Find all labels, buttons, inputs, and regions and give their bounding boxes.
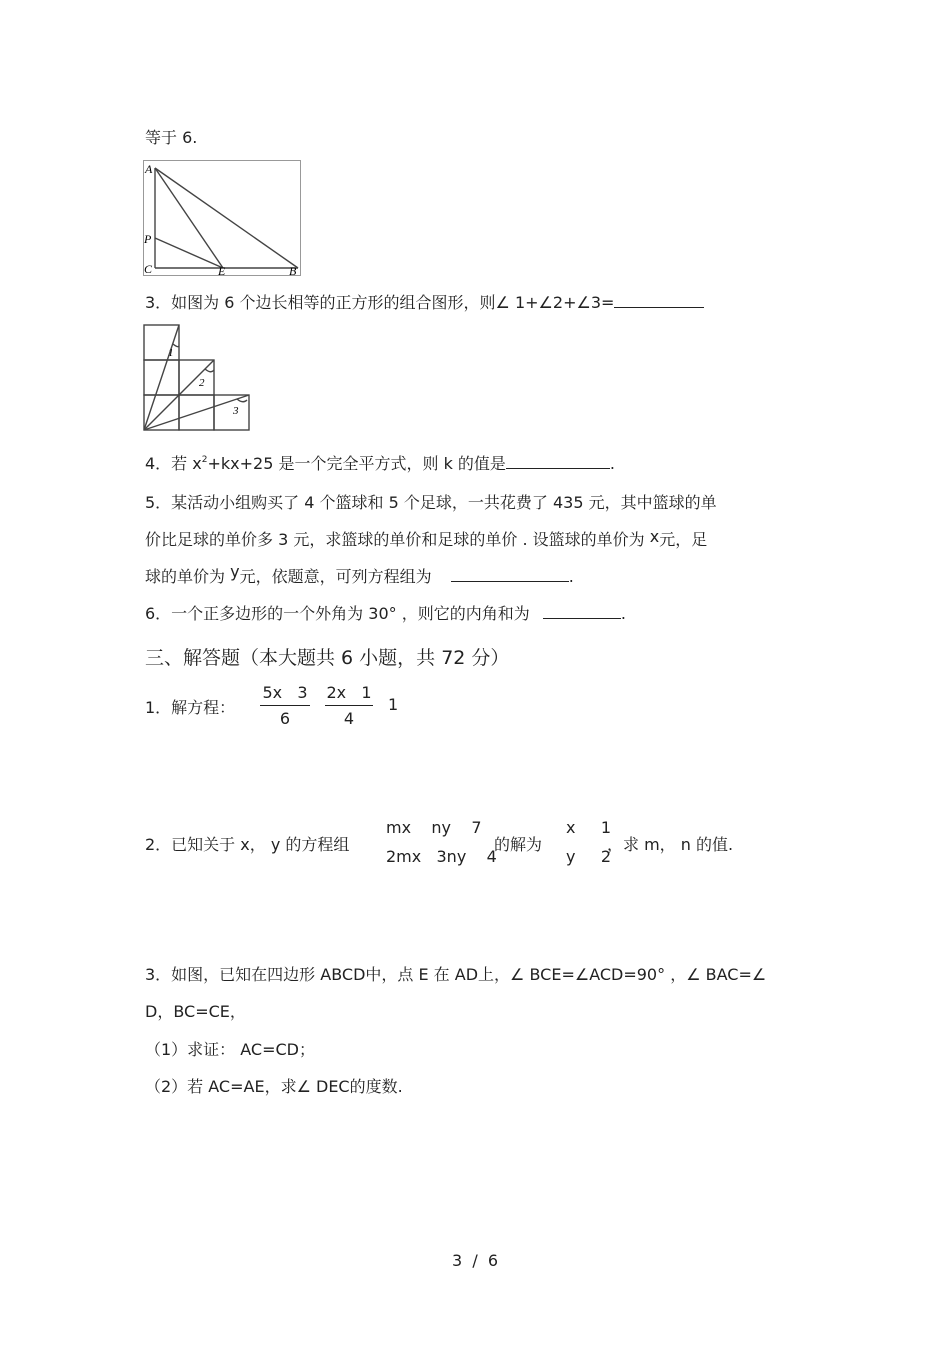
fraction-2-numerator: 2x 1 <box>326 683 372 702</box>
question-5-line3 <box>145 564 574 587</box>
solve-2-end: ，求 m， n 的值. <box>607 835 734 854</box>
squares-figure <box>143 324 253 434</box>
fraction-1-numerator: 5x 3 <box>262 683 308 702</box>
q4-post: +kx+25 是一个完全平方式，则 k 的值是 <box>207 454 506 473</box>
answer-blank <box>451 567 569 582</box>
fraction-1 <box>260 683 310 728</box>
question-3 <box>145 290 704 313</box>
label-a: A <box>145 162 153 176</box>
answer-blank <box>506 454 610 469</box>
solution-y: y 2 <box>566 847 612 866</box>
solve-1-label: 1．解方程： <box>145 698 236 717</box>
question-3-text: 3．如图为 6 个边长相等的正方形的组合图形，则∠ 1+∠2+∠3= <box>145 293 615 312</box>
q5-var-y: y <box>230 562 240 581</box>
q5-line3a: 球的单价为 <box>145 567 226 586</box>
q4-end: . <box>609 454 616 473</box>
q5-line2a: 价比足球的单价多 3 元，求篮球的单价和足球的单价 . 设篮球的单价为 <box>145 530 645 549</box>
top-line: 等于 6. <box>145 128 198 147</box>
solve-3-part1: （1）求证： AC=CD； <box>145 1040 316 1059</box>
system-eq1: mx ny 7 <box>386 818 482 837</box>
q5-end: . <box>568 567 574 586</box>
angle-3-label: 3 <box>233 405 239 417</box>
fraction-2 <box>325 683 373 728</box>
q6-text: 6．一个正多边形的一个外角为 30° ，则它的内角和为 <box>145 604 530 623</box>
answer-blank <box>614 293 704 308</box>
label-b: B <box>289 264 297 278</box>
system-eq2: 2mx 3ny 4 <box>386 847 497 866</box>
angle-1-label: 1 <box>168 347 174 359</box>
q4-pre: 4．若 x <box>145 454 202 473</box>
q5-line3b: 元，依题意，可列方程组为 <box>239 567 432 586</box>
question-6 <box>145 601 626 624</box>
solve-2-label: 2．已知关于 x， y 的方程组 <box>145 835 350 854</box>
fraction-1-denominator: 6 <box>279 709 291 728</box>
fraction-2-denominator: 4 <box>343 709 355 728</box>
label-c: C <box>144 262 153 276</box>
q6-end: . <box>620 604 626 623</box>
answer-blank <box>543 604 621 619</box>
label-p: P <box>144 232 152 246</box>
solve-3-part2: （2）若 AC=AE，求∠ DEC的度数. <box>145 1077 403 1096</box>
solve-3-line2: D，BC=CE， <box>145 1002 246 1021</box>
label-e: E <box>218 264 226 278</box>
angle-2-label: 2 <box>199 377 205 389</box>
solution-x: x 1 <box>566 818 612 837</box>
q5-line2b: 元，足 <box>659 530 708 549</box>
q5-var-x: x <box>649 527 660 546</box>
section-heading: 三、解答题（本大题共 6 小题，共 72 分） <box>145 647 510 669</box>
solve-3-line1: 3．如图，已知在四边形 ABCD中，点 E 在 AD上，∠ BCE=∠ACD=90° ，∠ BAC=∠ <box>145 965 767 984</box>
page-number: 3 / 6 <box>452 1251 499 1270</box>
q4-exponent: 2 <box>201 455 208 465</box>
question-5-line1: 5．某活动小组购买了 4 个篮球和 5 个足球，一共花费了 435 元，其中篮球的单 <box>145 493 717 512</box>
equation-rhs: 1 <box>388 695 399 714</box>
question-4 <box>145 451 615 474</box>
solve-2-mid: 的解为 <box>494 835 543 854</box>
question-5-line2 <box>145 527 707 550</box>
triangle-figure <box>143 160 303 278</box>
